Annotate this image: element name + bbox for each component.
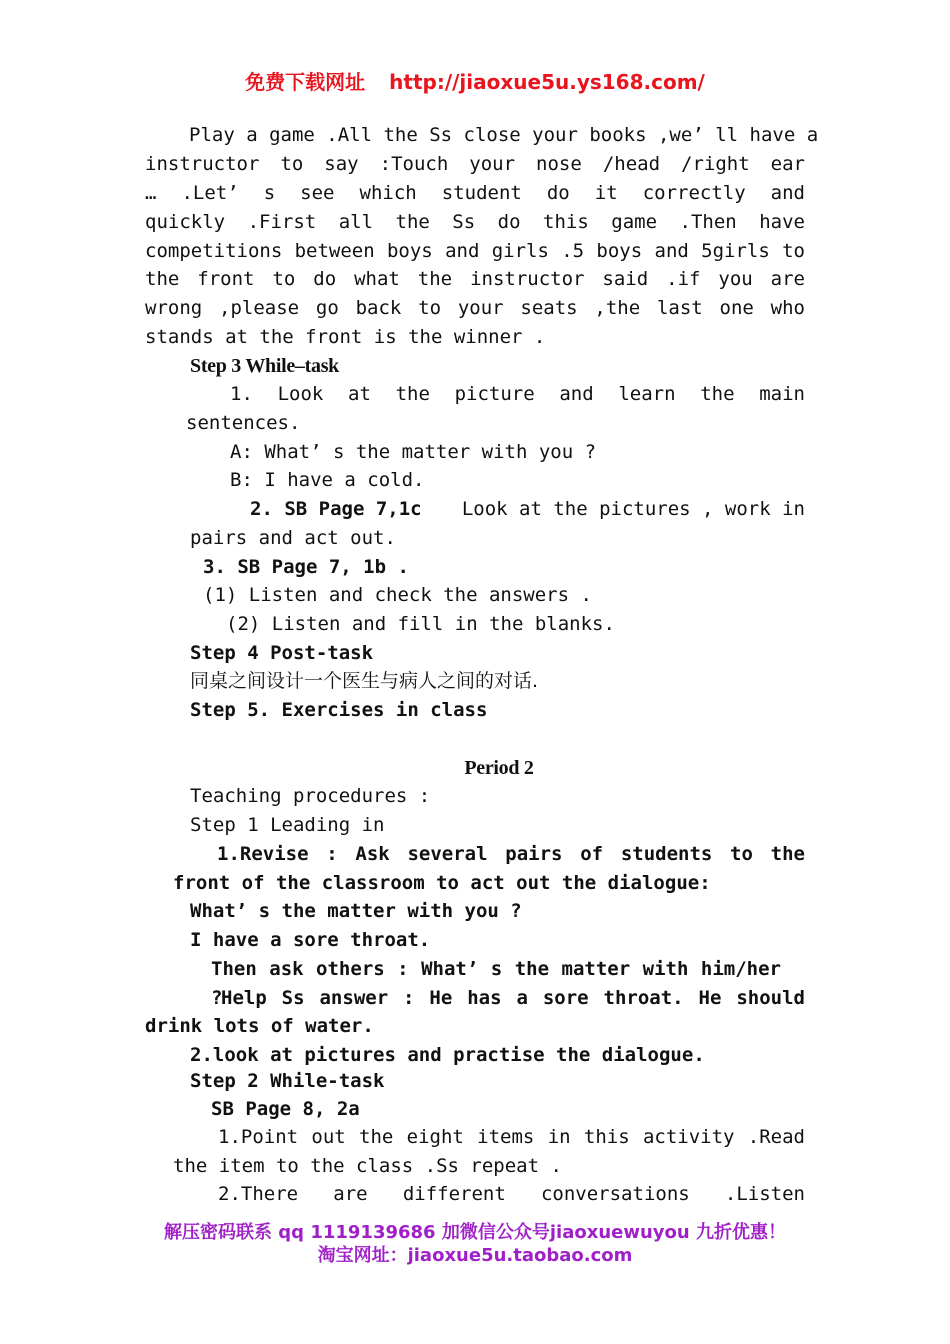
footer-prefix: 解压密码联系 — [164, 1222, 273, 1243]
step3-item2-text: Look at the pictures , work in — [461, 498, 805, 520]
step3-item1-cont: sentences. — [186, 412, 301, 434]
step5-heading: Step 5. Exercises in class — [190, 699, 488, 721]
step4-heading: Step 4 Post-task — [190, 642, 374, 664]
help-answer: Help Ss answer : He has a sore throat. He should — [221, 987, 805, 1009]
footer-taobao-label: 淘宝网址： — [317, 1245, 408, 1266]
para-line: wrong ,please go back to your seats ,the last one who — [145, 297, 805, 319]
dialogue-answer: I have a sore throat. — [190, 929, 431, 951]
point-out-line: 1.Point out the eight items in this activity .Read — [218, 1126, 805, 1148]
header-label: 免费下载网址 — [245, 70, 366, 94]
point-out-cont: the item to the class .Ss repeat . — [173, 1155, 562, 1177]
conversations-line: 2.There are different conversations .Listen — [218, 1183, 805, 1205]
footer-suffix: 九折优惠！ — [695, 1222, 786, 1243]
period2-step1: Step 1 Leading in — [190, 814, 385, 836]
para-line: Play a game .All the Ss close your books ,we’ ll have a — [189, 124, 819, 146]
para-line: quickly .First all the Ss do this game .Then have — [145, 211, 805, 233]
teaching-procedures: Teaching procedures : — [190, 785, 431, 807]
step3-heading: Step 3 While–task — [190, 355, 340, 377]
revise-line: 1.Revise : Ask several pairs of students to the — [217, 843, 805, 865]
period2-step2: Step 2 While-task — [190, 1070, 385, 1092]
footer-taobao-link[interactable]: jiaoxue5u.taobao.com — [407, 1245, 633, 1266]
para-line: … .Let’ s see which student do it correctly and — [145, 182, 805, 204]
step4-text: 同桌之间设计一个医生与病人之间的对话. — [190, 670, 539, 692]
footer-qq: qq 1119139686 — [278, 1222, 436, 1243]
dialog-line-a: A: What’ s the matter with you ? — [230, 441, 597, 463]
revise-line-cont: front of the classroom to act out the dialogue: — [173, 872, 711, 894]
step3-sub2: (2) Listen and fill in the blanks. — [226, 613, 615, 635]
step3-item2-label: 2. SB Page 7,1c — [250, 498, 422, 520]
para-line: instructor to say :Touch your nose /head /right ear — [145, 153, 805, 175]
ask-others: Then ask others : What’ s the matter with him/her ? — [211, 958, 781, 1009]
header-banner — [0, 66, 950, 95]
help-answer-cont: drink lots of water. — [145, 1015, 374, 1037]
para-line: stands at the front is the winner . — [145, 326, 546, 348]
period2-title: Period 2 — [464, 757, 534, 779]
footer-line-2 — [0, 1241, 950, 1267]
step3-item2 — [250, 495, 805, 524]
para-line: the front to do what the instructor said .if you are — [145, 268, 805, 290]
footer-account: jiaoxuewuyou — [549, 1222, 690, 1243]
step3-item2-cont: pairs and act out. — [190, 527, 396, 549]
dialogue-question: What’ s the matter with you ? — [190, 900, 522, 922]
header-url-link[interactable]: http://jiaoxue5u.ys168.com/ — [389, 70, 705, 94]
sb-page-ref: SB Page 8, 2a — [211, 1098, 360, 1120]
practise-dialogue: 2.look at pictures and practise the dialogue. — [190, 1044, 705, 1066]
dialog-line-b: B: I have a cold. — [230, 469, 425, 491]
step3-item1: 1. Look at the picture and learn the main — [230, 383, 805, 405]
step3-item3: 3. SB Page 7, 1b . — [203, 556, 409, 578]
step3-sub1: (1) Listen and check the answers . — [203, 584, 592, 606]
footer-mid: 加微信公众号 — [441, 1222, 550, 1243]
para-line: competitions between boys and girls .5 boys and 5girls to — [145, 240, 805, 262]
